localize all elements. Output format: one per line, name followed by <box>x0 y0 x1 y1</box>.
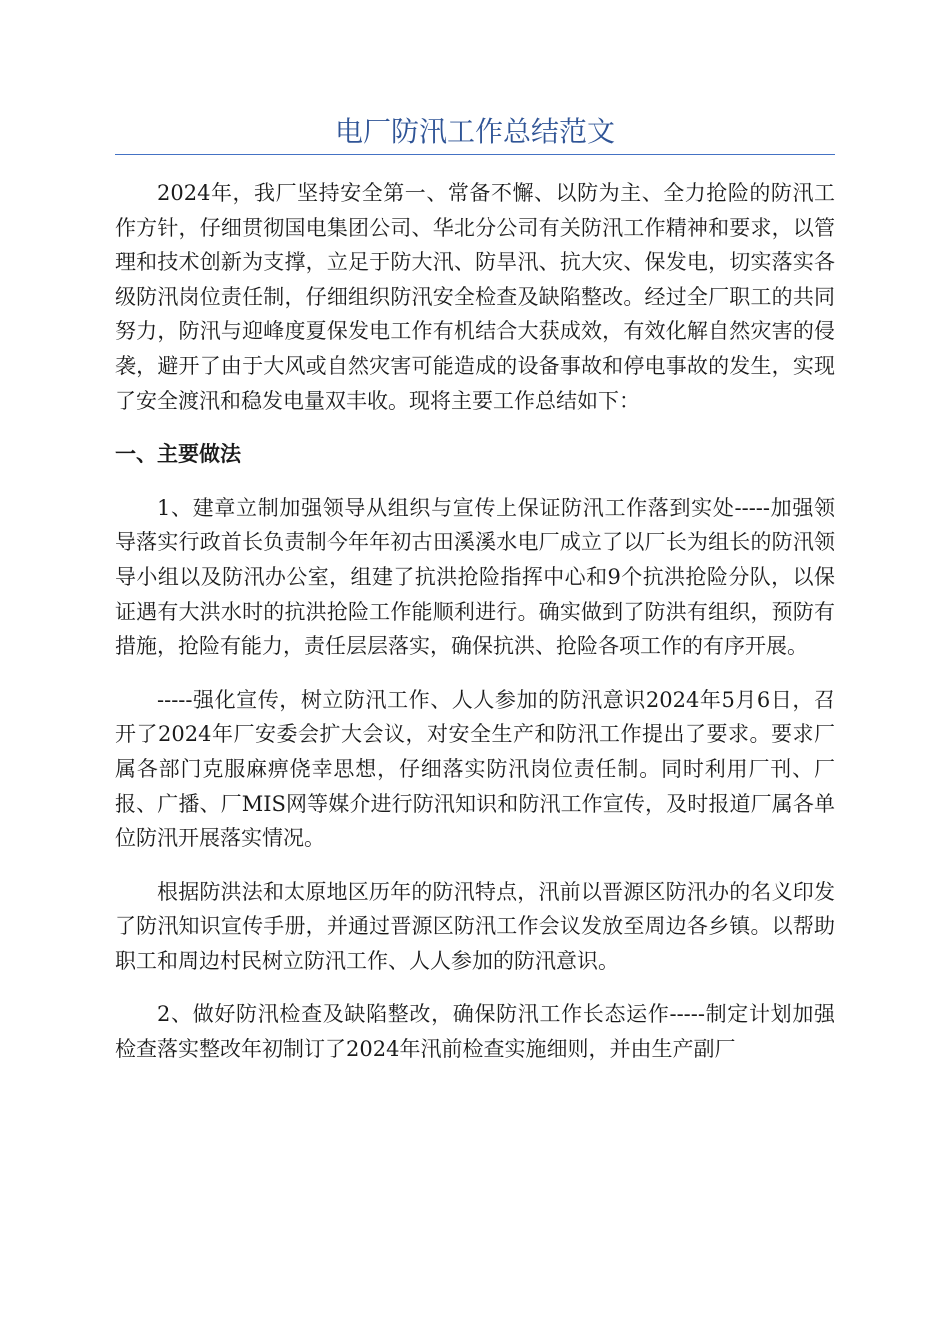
paragraph-intro: 2024年，我厂坚持安全第一、常备不懈、以防为主、全力抢险的防汛工作方针，仔细贯彻国电集团公司、华北分公司有关防汛工作精神和要求，以管理和技术创新为支撑，立足于防大汛、防旱汛、抗大灾、保发电，切实落实各级防汛岗位责任制，仔细组织防汛安全检查及缺陷整改。经过全厂职工的共同努力，防汛与迎峰度夏保发电工作有机结合大获成效，有效化解自然灾害的侵袭，避开了由于大风或自然灾害可能造成的设备事故和停电事故的发生，实现了安全渡汛和稳发电量双丰收。现将主要工作总结如下： <box>115 181 835 413</box>
paragraph-item-2: 2、做好防汛检查及缺陷整改，确保防汛工作长态运作-----制定计划加强检查落实整改年初制订了2024年汛前检查实施细则，并由生产副厂 <box>115 1002 835 1062</box>
title-underline <box>115 154 835 155</box>
document-body <box>115 176 835 1086</box>
section-heading: 一、主要做法 <box>115 441 241 467</box>
paragraph-item-1: 1、建章立制加强领导从组织与宣传上保证防汛工作落到实处-----加强领导落实行政首长负责制今年年初古田溪溪水电厂成立了以厂长为组长的防汛领导小组以及防汛办公室，组建了抗洪抢险指挥中心和9个抗洪抢险分队，以保证遇有大洪水时的抗洪抢险工作能顺利进行。确实做到了防洪有组织，预防有措施，抢险有能力，责任层层落实，确保抗洪、抢险各项工作的有序开展。 <box>115 495 835 659</box>
paragraph-handbook: 根据防洪法和太原地区历年的防汛特点，汛前以晋源区防汛办的名义印发了防汛知识宣传手册，并通过晋源区防汛工作会议发放至周边各乡镇。以帮助职工和周边村民树立防汛工作、人人参加的防汛意识。 <box>115 879 835 973</box>
paragraph-publicity: -----强化宣传，树立防汛工作、人人参加的防汛意识2024年5月6日，召开了2024年厂安委会扩大会议，对安全生产和防汛工作提出了要求。要求厂属各部门克服麻痹侥幸思想，仔细落实防汛岗位责任制。同时利用厂刊、厂报、广播、厂MIS网等媒介进行防汛知识和防汛工作宣传，及时报道厂属各单位防汛开展落实情况。 <box>115 687 835 851</box>
document-title: 电厂防汛工作总结范文 <box>334 115 615 148</box>
